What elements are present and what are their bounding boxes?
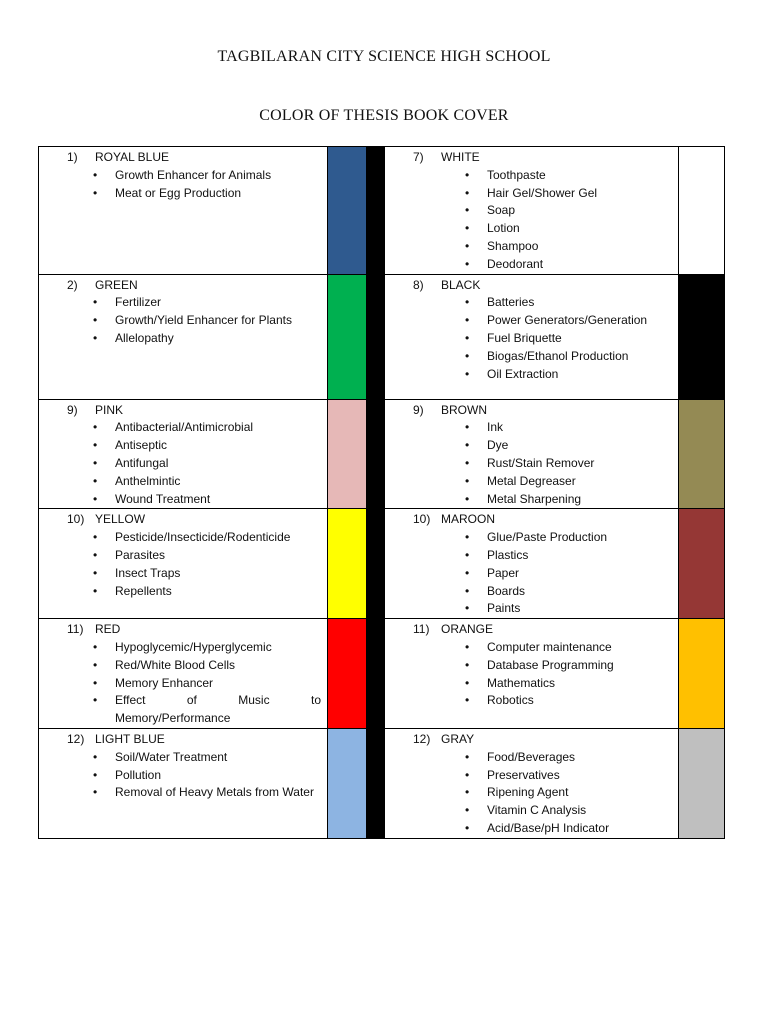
category-number: 10) (67, 512, 85, 527)
topic-item: • Batteries (487, 294, 672, 312)
left-topic-cell (39, 399, 328, 509)
topic-item: • Mathematics (487, 675, 672, 693)
topic-item: • Memory Enhancer (115, 675, 321, 693)
color-swatch (328, 274, 367, 399)
topic-item: • Power Generators/Generation (487, 312, 672, 330)
color-swatch (328, 619, 367, 729)
topic-item: • Glue/Paste Production (487, 529, 672, 547)
color-swatch (679, 399, 725, 509)
topic-item: • Soil/Water Treatment (115, 749, 321, 767)
color-table (38, 146, 725, 839)
topic-item: • Computer maintenance (487, 639, 672, 657)
column-separator (367, 274, 385, 399)
topic-item: • Antibacterial/Antimicrobial (115, 419, 321, 437)
category-number: 9) (67, 402, 78, 417)
topic-item: • Lotion (487, 220, 672, 238)
topic-item: • Growth/Yield Enhancer for Plants (115, 312, 321, 330)
color-swatch (679, 147, 725, 275)
color-name: ROYAL BLUE (95, 150, 170, 164)
topic-item: • Ripening Agent (487, 784, 672, 802)
category-number: 12) (67, 731, 85, 746)
topic-item: • Pesticide/Insecticide/Rodenticide (115, 529, 321, 547)
topic-list (45, 294, 321, 347)
color-swatch (679, 509, 725, 619)
topic-item: • Oil Extraction (487, 366, 672, 384)
category-heading (391, 511, 672, 529)
topic-item: • Anthelmintic (115, 473, 321, 491)
topic-item: • Hair Gel/Shower Gel (487, 185, 672, 203)
category-heading (45, 621, 321, 639)
document-title: COLOR OF THESIS BOOK COVER (259, 107, 509, 124)
left-topic-cell (39, 509, 328, 619)
color-swatch (328, 399, 367, 509)
column-separator (367, 399, 385, 509)
color-name: MAROON (441, 512, 495, 527)
topic-list (45, 749, 321, 802)
topic-item: • Growth Enhancer for Animals (115, 167, 321, 185)
left-topic-cell (39, 619, 328, 729)
category-heading (45, 149, 321, 167)
topic-item: • Fertilizer (115, 294, 321, 312)
right-topic-cell (385, 399, 679, 509)
topic-list (391, 419, 672, 508)
topic-item: • Robotics (487, 692, 672, 710)
color-swatch (679, 728, 725, 838)
category-number: 11) (413, 622, 430, 637)
topic-list (391, 749, 672, 838)
left-topic-cell (39, 728, 328, 838)
topic-item: • Antifungal (115, 455, 321, 473)
color-row (39, 147, 725, 275)
color-table-body (39, 147, 725, 839)
color-name: ORANGE (441, 622, 494, 637)
color-name: BROWN (441, 402, 487, 417)
topic-item: • Insect Traps (115, 565, 321, 583)
color-swatch (679, 274, 725, 399)
topic-list (391, 639, 672, 710)
column-separator (367, 619, 385, 729)
topic-item: • Parasites (115, 547, 321, 565)
category-heading (391, 402, 672, 420)
topic-item: • Deodorant (487, 256, 672, 274)
left-topic-cell (39, 274, 328, 399)
topic-item: • Plastics (487, 547, 672, 565)
color-name: RED (95, 622, 121, 637)
topic-item: • Wound Treatment (115, 491, 321, 509)
topic-list (391, 529, 672, 618)
column-separator (367, 509, 385, 619)
left-topic-cell (39, 147, 328, 275)
topic-list (391, 167, 672, 274)
topic-item: • Removal of Heavy Metals from Water (115, 784, 321, 802)
category-number: 11) (67, 622, 84, 637)
topic-item: • Hypoglycemic/Hyperglycemic (115, 639, 321, 657)
category-heading (391, 731, 672, 749)
right-topic-cell (385, 728, 679, 838)
right-topic-cell (385, 274, 679, 399)
topic-item: • Allelopathy (115, 330, 321, 348)
topic-list (45, 639, 321, 728)
topic-item: • Dye (487, 437, 672, 455)
topic-item: • Vitamin C Analysis (487, 802, 672, 820)
topic-item: • Shampoo (487, 238, 672, 256)
right-topic-cell (385, 147, 679, 275)
topic-list (45, 167, 321, 203)
category-number: 1) (67, 150, 78, 164)
color-name: PINK (95, 402, 124, 417)
topic-item: • Paper (487, 565, 672, 583)
topic-item: • Metal Degreaser (487, 473, 672, 491)
color-row (39, 274, 725, 399)
category-number: 8) (413, 277, 424, 292)
color-name: GRAY (441, 731, 475, 746)
topic-item: • Rust/Stain Remover (487, 455, 672, 473)
category-heading (391, 621, 672, 639)
topic-item: • Antiseptic (115, 437, 321, 455)
color-swatch (328, 147, 367, 275)
category-number: 2) (67, 277, 78, 292)
category-number: 7) (413, 150, 424, 164)
right-topic-cell (385, 619, 679, 729)
category-number: 12) (413, 731, 431, 746)
category-heading (391, 149, 672, 167)
color-name: YELLOW (95, 512, 146, 527)
color-row (39, 509, 725, 619)
topic-item: • Repellents (115, 583, 321, 601)
color-row (39, 399, 725, 509)
topic-item: • Preservatives (487, 767, 672, 785)
category-number: 9) (413, 402, 424, 417)
color-name: WHITE (441, 150, 480, 164)
category-number: 10) (413, 512, 431, 527)
topic-list (45, 529, 321, 600)
topic-item: • Pollution (115, 767, 321, 785)
column-separator (367, 728, 385, 838)
topic-list (391, 294, 672, 383)
topic-item: • Red/White Blood Cells (115, 657, 321, 675)
column-separator (367, 147, 385, 275)
color-row (39, 619, 725, 729)
right-topic-cell (385, 509, 679, 619)
color-name: GREEN (95, 277, 138, 292)
topic-item: • Toothpaste (487, 167, 672, 185)
color-swatch (328, 509, 367, 619)
color-swatch (679, 619, 725, 729)
category-heading (45, 511, 321, 529)
topic-item: • Paints (487, 600, 672, 618)
topic-item: • Meat or Egg Production (115, 185, 321, 203)
color-name: LIGHT BLUE (95, 731, 165, 746)
color-swatch (328, 728, 367, 838)
topic-item: • Soap (487, 202, 672, 220)
topic-list (45, 419, 321, 508)
color-row (39, 728, 725, 838)
topic-item: • Metal Sharpening (487, 491, 672, 509)
topic-item: • Fuel Briquette (487, 330, 672, 348)
topic-item: • Biogas/Ethanol Production (487, 348, 672, 366)
topic-item: • Database Programming (487, 657, 672, 675)
topic-item: • Food/Beverages (487, 749, 672, 767)
topic-item: • Boards (487, 583, 672, 601)
color-name: BLACK (441, 277, 481, 292)
category-heading (391, 277, 672, 295)
category-heading (45, 402, 321, 420)
topic-item: • Effect of Music to Memory/Performance (115, 692, 321, 728)
school-name: TAGBILARAN CITY SCIENCE HIGH SCHOOL (217, 48, 551, 65)
topic-item: • Acid/Base/pH Indicator (487, 820, 672, 838)
topic-item: • Ink (487, 419, 672, 437)
category-heading (45, 277, 321, 295)
category-heading (45, 731, 321, 749)
